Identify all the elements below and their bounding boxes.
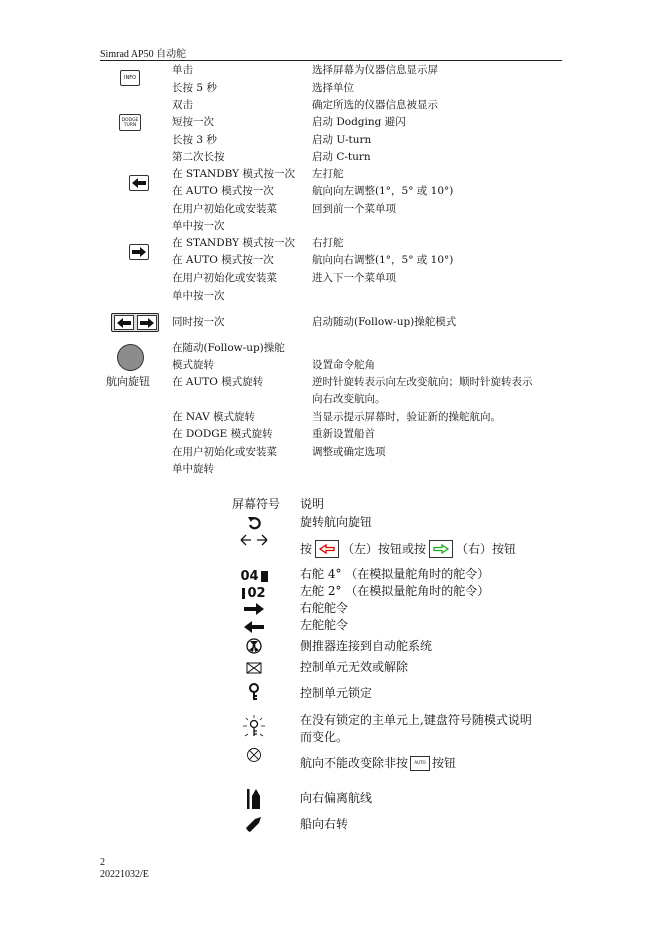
row-action: 长按 3 秒 xyxy=(172,134,217,146)
row-action: 单中按一次 xyxy=(172,220,225,232)
row-action: 第二次长按 xyxy=(172,151,225,163)
rudder-right-04-icon: 04 xyxy=(240,566,268,586)
row-action: 在随动(Follow-up)操舵 xyxy=(172,342,285,354)
row-result: 左打舵 xyxy=(312,168,344,180)
row-result: 进入下一个菜单项 xyxy=(312,272,396,284)
symbol-text: 侧推器连接到自动舵系统 xyxy=(300,639,433,653)
auto-key-inline: AUTO xyxy=(410,756,430,771)
right-arrow-icon xyxy=(140,318,154,328)
red-left-arrow-icon xyxy=(319,544,335,554)
course-locked-text xyxy=(300,755,456,771)
row-result: 回到前一个菜单项 xyxy=(312,203,396,215)
row-result: 航向向左调整(1°，5° 或 10°) xyxy=(312,185,454,197)
row-result: 航向向右调整(1°，5° 或 10°) xyxy=(312,254,454,266)
symbol-text: 右舵舵令 xyxy=(300,601,349,615)
row-action: 单中旋转 xyxy=(172,463,214,475)
press-text-a: 按 xyxy=(300,542,313,556)
row-action: 在 AUTO 模式旋转 xyxy=(172,376,264,388)
row-result: 选择屏幕为仪器信息显示屏 xyxy=(312,64,438,76)
rudder-left-02-icon: 02 xyxy=(240,583,268,603)
symbol-text: 船向右转 xyxy=(300,817,349,831)
row-action: 在 NAV 模式旋转 xyxy=(172,411,256,423)
right-key-inline xyxy=(429,540,453,558)
left-arrow-key-combo xyxy=(114,315,134,330)
row-action: 在 AUTO 模式按一次 xyxy=(172,254,274,266)
heading-right-icon xyxy=(240,814,268,834)
press-text-b: （左）按钮或按 xyxy=(342,542,427,556)
row-result: 启动随动(Follow-up)操舵模式 xyxy=(312,316,457,328)
row-action: 同时按一次 xyxy=(172,316,225,328)
right-rudder-arrow-icon xyxy=(240,599,268,619)
row-result: 右打舵 xyxy=(312,237,344,249)
row-result: 启动 U-turn xyxy=(312,134,372,146)
info-key[interactable] xyxy=(120,70,140,86)
symbol-text: 控制单元无效或解除 xyxy=(300,660,409,674)
left-key-inline xyxy=(315,540,339,558)
thruster-icon xyxy=(240,636,268,656)
right-arrow-icon xyxy=(132,247,146,257)
symbol-text: 右舵 4° （在模拟量舵角时的舵令） xyxy=(300,567,490,581)
green-right-arrow-icon xyxy=(433,544,449,554)
row-action: 长按 5 秒 xyxy=(172,82,217,94)
row-action: 在 STANDBY 模式按一次 xyxy=(172,168,295,180)
row-result: 选择单位 xyxy=(312,82,354,94)
left-rudder-arrow-icon xyxy=(240,617,268,637)
control-disabled-icon xyxy=(240,658,268,678)
lock-key-icon xyxy=(240,682,268,702)
dodge-key[interactable] xyxy=(119,114,141,131)
left-arrow-icon xyxy=(117,318,131,328)
row-result: 设置命令舵角 xyxy=(312,359,375,371)
off-course-right-icon xyxy=(240,787,268,811)
press-text-c: （右）按钮 xyxy=(456,542,517,556)
desc-col-header: 说明 xyxy=(300,497,325,511)
row-result: 逆时针旋转表示向左改变航向；顺时针旋转表示 xyxy=(312,376,533,388)
dodge-key-sub: TURN xyxy=(123,122,137,128)
row-result: 确定所选的仪器信息被显示 xyxy=(312,99,438,111)
row-action: 单击 xyxy=(172,64,193,76)
row-action: 短按一次 xyxy=(172,116,214,128)
row-action: 在 STANDBY 模式按一次 xyxy=(172,237,295,249)
row-action: 在用户初始化或安装菜 xyxy=(172,203,277,215)
course-knob[interactable] xyxy=(117,344,144,371)
row-action: 单中按一次 xyxy=(172,290,225,302)
row-action: 在用户初始化或安装菜 xyxy=(172,272,277,284)
knob-label: 航向旋钮 xyxy=(106,375,150,388)
flashing-key-icon xyxy=(240,714,268,742)
row-result: 启动 C-turn xyxy=(312,151,371,163)
row-action: 双击 xyxy=(172,99,193,111)
arrows-left-right-icon xyxy=(240,530,268,550)
dodge-key-label: DODGE xyxy=(121,117,139,123)
symbol-text: 旋转航向旋钮 xyxy=(300,515,373,529)
row-action: 在 AUTO 模式按一次 xyxy=(172,185,274,197)
doc-number: 20221032/E xyxy=(100,869,149,880)
row-result: 重新设置船首 xyxy=(312,428,375,440)
row-action: 在 DODGE 模式旋转 xyxy=(172,428,273,440)
symbol-text: 向右偏离航线 xyxy=(300,791,373,805)
symbol-col-header: 屏幕符号 xyxy=(232,497,281,511)
page-header: Simrad AP50 自动舵 xyxy=(100,49,187,60)
symbol-text: 左舵 2° （在模拟量舵角时的舵令） xyxy=(300,584,490,598)
row-action: 模式旋转 xyxy=(172,359,214,371)
row-action: 在用户初始化或安装菜 xyxy=(172,446,277,458)
symbol-text: 在没有锁定的主单元上,键盘符号随模式说明 xyxy=(300,713,532,727)
symbol-text: 而变化。 xyxy=(300,730,349,744)
info-key-label: INFO xyxy=(123,75,137,81)
left-arrow-key[interactable] xyxy=(129,175,149,191)
page-number: 2 xyxy=(100,857,105,868)
right-arrow-key-combo xyxy=(137,315,157,330)
press-left-right-text xyxy=(300,540,516,558)
symbol-text-a: 航向不能改变除非按 xyxy=(300,756,409,770)
row-result: 调整或确定选项 xyxy=(312,446,386,458)
left-right-keys[interactable] xyxy=(111,313,159,332)
symbol-text: 左舵舵令 xyxy=(300,618,349,632)
right-arrow-key[interactable] xyxy=(129,244,149,260)
symbol-text: 控制单元锁定 xyxy=(300,686,373,700)
course-locked-icon xyxy=(240,745,268,765)
row-result: 向右改变航向。 xyxy=(312,393,386,405)
header-rule xyxy=(100,60,562,61)
left-arrow-icon xyxy=(132,178,146,188)
symbol-text-b: 按钮 xyxy=(432,756,457,770)
row-result: 当显示提示屏幕时，验证新的操舵航向。 xyxy=(312,411,501,423)
row-result: 启动 Dodging 避闪 xyxy=(312,116,406,128)
